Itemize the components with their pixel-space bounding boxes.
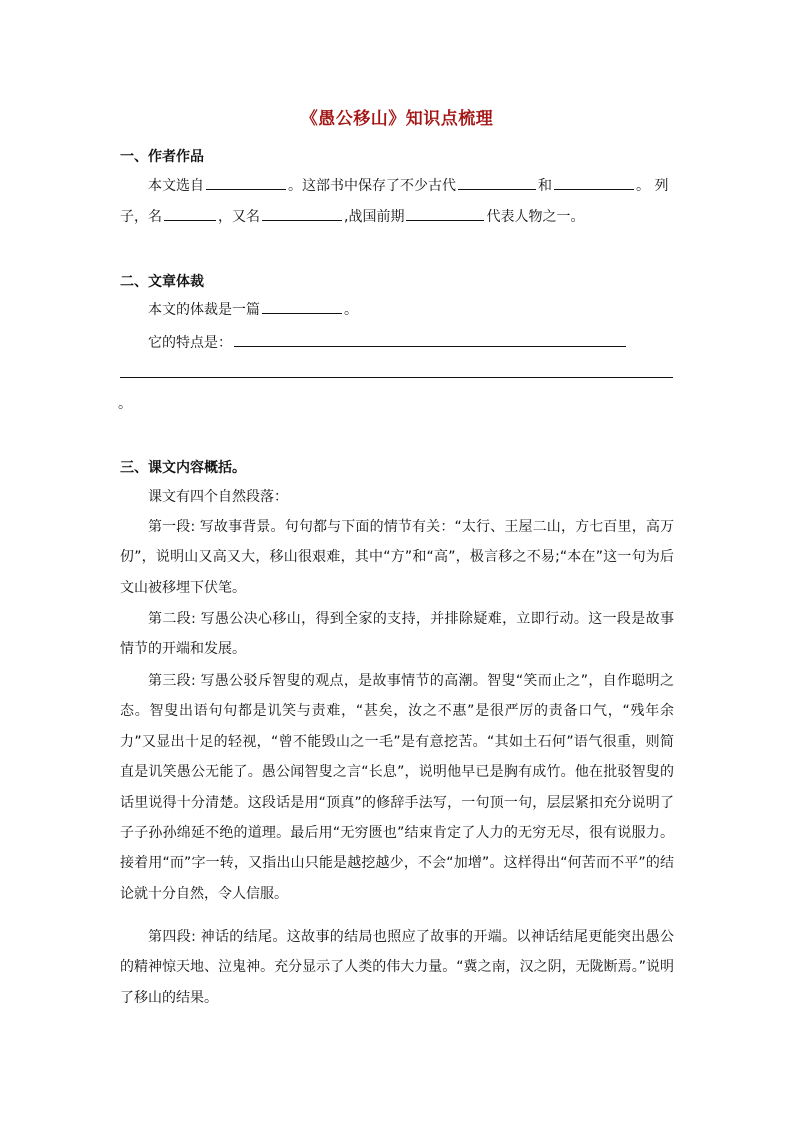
text-segment: 。这部书中保存了不少古代 [288, 178, 456, 194]
section2-line2 [148, 332, 628, 353]
section1-line2 [120, 206, 584, 227]
text-segment: 本文选自 [148, 178, 204, 194]
answer-line-characteristics[interactable] [120, 377, 673, 378]
section2-line1 [148, 299, 358, 320]
paragraph-summary-1: 第一段: 写故事背景。句句都与下面的情节有关：“太行、王屋二山，方七百里，高万仞”，说明山又高又大，移山很艰难，其中“方”和“高”，极言移之不易;“本在”这一句为后文山被移埋下伏笔。 [120, 519, 674, 596]
text-segment: 和 [538, 178, 552, 194]
section-heading-genre: 二、文章体裁 [120, 274, 204, 290]
section2-tail: 。 [118, 396, 132, 412]
fill-blank-school[interactable] [406, 206, 484, 221]
fill-blank-characteristics[interactable] [234, 332, 626, 347]
fill-blank-alias[interactable] [262, 206, 342, 221]
fill-blank-given-name[interactable] [164, 206, 216, 221]
text-segment: 。 列 [636, 178, 669, 194]
text-segment: 本文的体裁是一篇 [148, 302, 260, 318]
section-heading-content-summary: 三、课文内容概括。 [120, 460, 246, 476]
text-segment: 。 [344, 302, 358, 318]
document-title: 《愚公移山》知识点梳理 [300, 109, 494, 129]
section3-intro: 课文有四个自然段落： [148, 489, 288, 505]
text-segment: ，又名 [218, 209, 260, 225]
fill-blank-ancient-item-2[interactable] [554, 175, 634, 190]
fill-blank-source-book[interactable] [206, 175, 286, 190]
text-segment: 子，名 [120, 209, 162, 225]
paragraph-summary-2: 第二段: 写愚公决心移山，得到全家的支持，并排除疑难，立即行动。这一段是故事情节的开端和发展。 [120, 611, 674, 658]
text-segment: 它的特点是： [148, 335, 232, 351]
text-segment: 代表人物之一。 [486, 209, 585, 225]
fill-blank-genre[interactable] [262, 299, 342, 314]
section-heading-author-works: 一、作者作品 [120, 149, 204, 165]
paragraph-summary-4: 第四段: 神话的结尾。这故事的结局也照应了故事的开端。以神话结尾更能突出愚公的精神惊天地、泣鬼神。充分显示了人类的伟大力量。“冀之南，汉之阴，无陇断焉。”说明了移山的结果。 [120, 929, 674, 1006]
paragraph-summary-3: 第三段: 写愚公驳斥智叟的观点，是故事情节的高潮。智叟“笑而止之”，自作聪明之态。智叟出语句句都是讥笑与责难，“甚矣，汝之不惠”是很严厉的责备口气，“残年余力”又显出十足的轻视，“曾不能毁山之一毛”是有意挖苦。“其如土石何”语气很重，则简直是讥笑愚公无能了。愚公闻智叟之言“长息”，说明他早已是胸有成竹。他在批驳智叟的话里说得十分清楚。这段话是用“顶真”的修辞手法写，一句顶一句，层层紧扣充分说明了子子孙孙绵延不绝的道理。最后用“无穷匮也”结束肯定了人力的无穷无尽，很有说服力。接着用“而”字一转，又指出山只能是越挖越少，不会“加增”。这样得出“何苦而不平”的结论就十分自然，令人信服。 [120, 673, 674, 902]
section1-line1 [148, 175, 668, 196]
text-segment: ,战国前期 [344, 209, 405, 225]
fill-blank-ancient-item-1[interactable] [458, 175, 536, 190]
